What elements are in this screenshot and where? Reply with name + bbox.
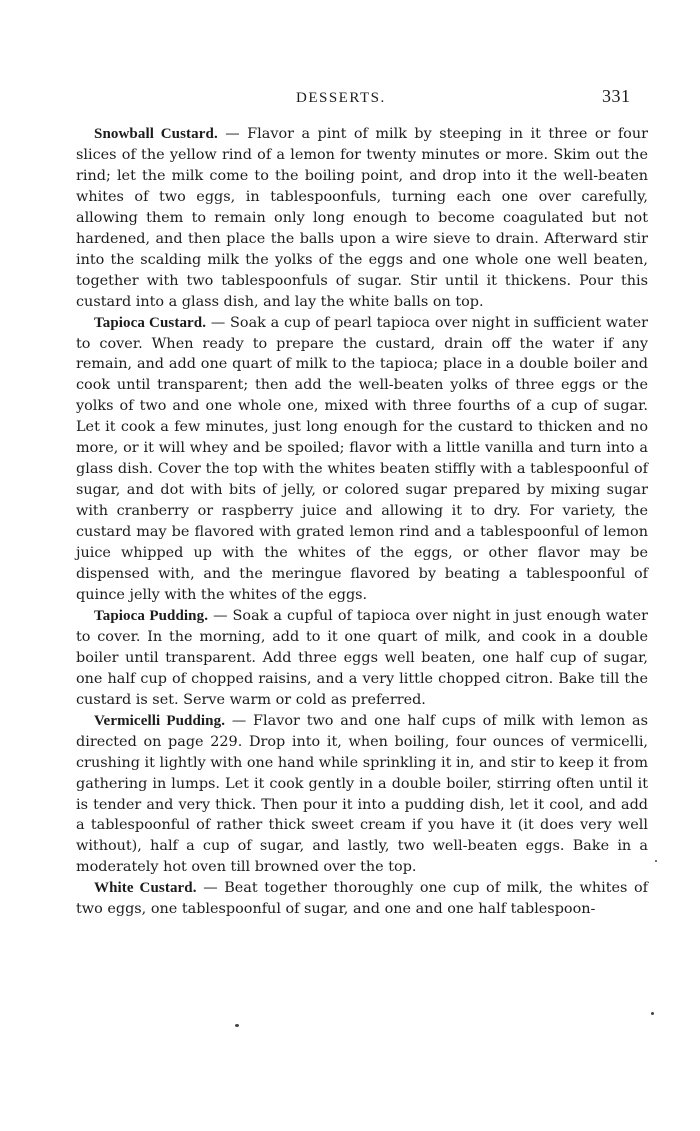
- running-head: [0, 86, 700, 110]
- recipe-tapioca-pudding: [76, 606, 648, 711]
- ink-speck: [655, 860, 657, 862]
- recipe-title: Snowball Custard.: [94, 126, 218, 142]
- recipe-text: — Soak a cup of pearl tapioca over night in sufficient water to cover. When ready to prepare the custard, drain off the water if any remain, and add one quart of milk to the tapioca; place in a double boiler and cook until transparent; then add the well-beaten yolks of three eggs or the yolks of two and one whole one, mixed with three fourths of a cup of sugar. Let it cook a few minutes, just long enough for the custard to thicken and no more, or it will whey and be spoiled; flavor with a little vanilla and turn into a glass dish. Cover the top with the whites beaten stiffly with a tablespoonful of sugar, and dot with bits of jelly, or colored sugar prepared by mixing sugar with cranberry or raspberry juice and allowing it to dry. For variety, the custard may be flavored with grated lemon rind and a tablespoonful of lemon juice whipped up with the whites of the eggs, or other flavor may be dispensed with, and the meringue flavored by beating a tablespoonful of quince jelly with the whites of the eggs.: [76, 314, 648, 603]
- recipe-tapioca-custard: [76, 313, 648, 606]
- ink-speck: [235, 1024, 239, 1027]
- recipe-vermicelli-pudding: [76, 711, 648, 879]
- recipe-snowball-custard: [76, 124, 648, 313]
- recipe-title: Tapioca Pudding.: [94, 607, 209, 624]
- page-header-title: DESSERTS.: [296, 90, 386, 106]
- recipe-title: Tapioca Custard.: [94, 314, 207, 331]
- recipe-text: — Beat together thoroughly one cup of milk, the whites of two eggs, one tablespoonful of sugar, and one and one half tablespoon-: [76, 880, 649, 918]
- recipe-title: Vermicelli Pudding.: [94, 712, 226, 729]
- page-body: [76, 124, 648, 920]
- recipe-title: White Custard.: [94, 880, 197, 897]
- recipe-text: — Soak a cupful of tapioca over night in just enough water to cover. In the morning, add to it one quart of milk, and cook in a double boiler until transparent. Add three eggs well beaten, one half cup of sugar, one half cup of chopped raisins, and a very little chopped citron. Bake till the custard is set. Serve warm or cold as preferred.: [76, 607, 648, 708]
- page-number: 331: [602, 86, 631, 106]
- ink-speck: [651, 1012, 654, 1015]
- recipe-text: — Flavor a pint of milk by steeping in it three or four slices of the yellow rind of a lemon for twenty minutes or more. Skim out the rind; let the milk come to the boiling point, and drop into it the well-beaten whites of two eggs, in tablespoonfuls, turning each one over carefully, allowing them to remain only long enough to become coagulated but not hardened, and then place the balls upon a wire sieve to drain. Afterward stir into the scalding milk the yolks of the eggs and one whole one well beaten, together with two tablespoonfuls of sugar. Stir until it thickens. Pour this custard into a glass dish, and lay the white balls on top.: [76, 126, 648, 310]
- recipe-white-custard: [76, 878, 648, 920]
- recipe-text: — Flavor two and one half cups of milk with lemon as directed on page 229. Drop into it, when boiling, four ounces of vermicelli, crushing it lightly with one hand while sprinkling it in, and stir to keep it from gathering in lumps. Let it cook gently in a double boiler, stirring often until it is tender and very thick. Then pour it into a pudding dish, let it cool, and add a tablespoonful of rather thick sweet cream if you have it (it does very well without), half a cup of sugar, and lastly, two well-beaten eggs. Bake in a moderately hot oven till browned over the top.: [76, 712, 648, 876]
